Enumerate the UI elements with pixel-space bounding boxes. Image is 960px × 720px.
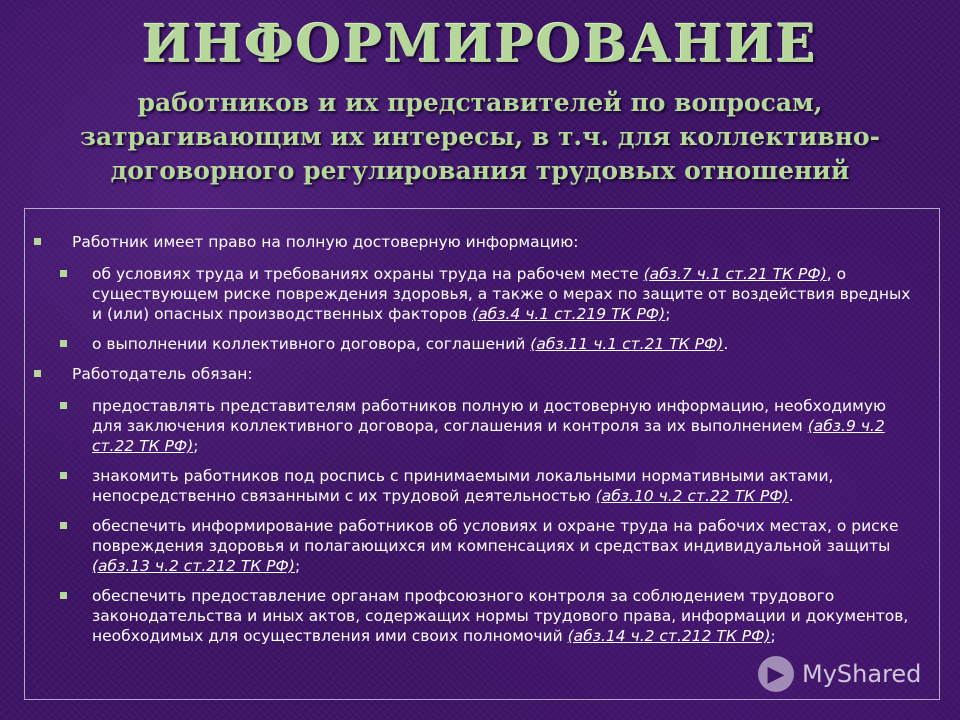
- list-item-text: ;: [294, 557, 301, 575]
- law-reference-link[interactable]: (абз.10 ч.2 ст.22 ТК РФ): [595, 487, 789, 505]
- square-bullet-icon: [60, 340, 67, 347]
- page-subtitle: работников и их представителей по вопросам, затрагивающим их интересы, в т.ч. для коллективно-договорного регулирования трудовых отношений: [80, 88, 880, 185]
- section-heading-text: Работник имеет право на полную достоверную информацию:: [72, 233, 579, 251]
- list-item: [34, 396, 914, 456]
- list-item-text: ;: [193, 437, 199, 455]
- list-item: [34, 516, 914, 576]
- section-heading: [34, 232, 914, 252]
- law-reference-link[interactable]: (абз.7 ч.1 ст.21 ТК РФ): [643, 265, 827, 283]
- list-item-text: обеспечить предоставление органам профсоюзного контроля за соблюдением трудового законодательства и иных актов, содержащих нормы трудового права, информации и документов, необходимых для осуществления ими своих полномочий: [92, 587, 909, 645]
- law-reference-link[interactable]: (абз.11 ч.1 ст.21 ТК РФ): [530, 335, 724, 353]
- law-reference-link[interactable]: (абз.9 ч.2 ст.22 ТК РФ): [92, 417, 885, 455]
- list-item-text: обеспечить информирование работников об условиях и охране труда на рабочих местах, о риске повреждения здоровья и полагающихся им компенсациях и средствах индивидуальной защиты: [92, 517, 899, 555]
- square-bullet-icon: [60, 522, 67, 529]
- law-reference-link[interactable]: (абз.4 ч.1 ст.219 ТК РФ): [472, 305, 666, 323]
- list-item-text: , о существующем риске повреждения здоровья, а также о мерах по защите от воздействия вредных и (или) опасных производственных факторов: [92, 265, 911, 323]
- square-bullet-icon: [60, 592, 67, 599]
- square-bullet-icon: [60, 270, 67, 277]
- list-item-text: предоставлять представителям работников полную и достоверную информацию, необходимую для заключения коллективного договора, соглашения и контроля за их выполнением: [92, 397, 887, 435]
- section-heading: [34, 364, 914, 384]
- list-item-text: ;: [770, 627, 776, 645]
- square-bullet-icon: [34, 370, 41, 377]
- list-item: [34, 264, 914, 324]
- play-circle-icon: ▶: [758, 656, 794, 692]
- list-item-text: о выполнении коллективного договора, соглашений: [92, 335, 531, 353]
- page-title: ИНФОРМИРОВАНИЕ: [142, 14, 818, 75]
- list-item-text: .: [788, 487, 794, 505]
- square-bullet-icon: [60, 402, 67, 409]
- law-reference-link[interactable]: (абз.14 ч.2 ст.212 ТК РФ): [567, 627, 771, 645]
- square-bullet-icon: [34, 238, 41, 245]
- list-item-text: об условиях труда и требованиях охраны труда на рабочем месте: [92, 265, 644, 283]
- list-item: [34, 586, 914, 646]
- list-item: [34, 466, 914, 506]
- list-item-text: .: [723, 335, 729, 353]
- watermark-text: MyShared: [802, 660, 922, 688]
- bullet-list: [34, 232, 914, 656]
- section-heading-text: Работодатель обязан:: [72, 365, 253, 383]
- watermark: [758, 656, 921, 692]
- law-reference-link[interactable]: (абз.13 ч.2 ст.212 ТК РФ): [92, 557, 295, 575]
- list-item-text: ;: [665, 305, 671, 323]
- list-item-text: знакомить работников под роспись с принимаемыми локальными нормативными актами, непосредственно связанными с их трудовой деятельностью: [92, 467, 834, 505]
- list-item: [34, 334, 914, 354]
- square-bullet-icon: [60, 472, 67, 479]
